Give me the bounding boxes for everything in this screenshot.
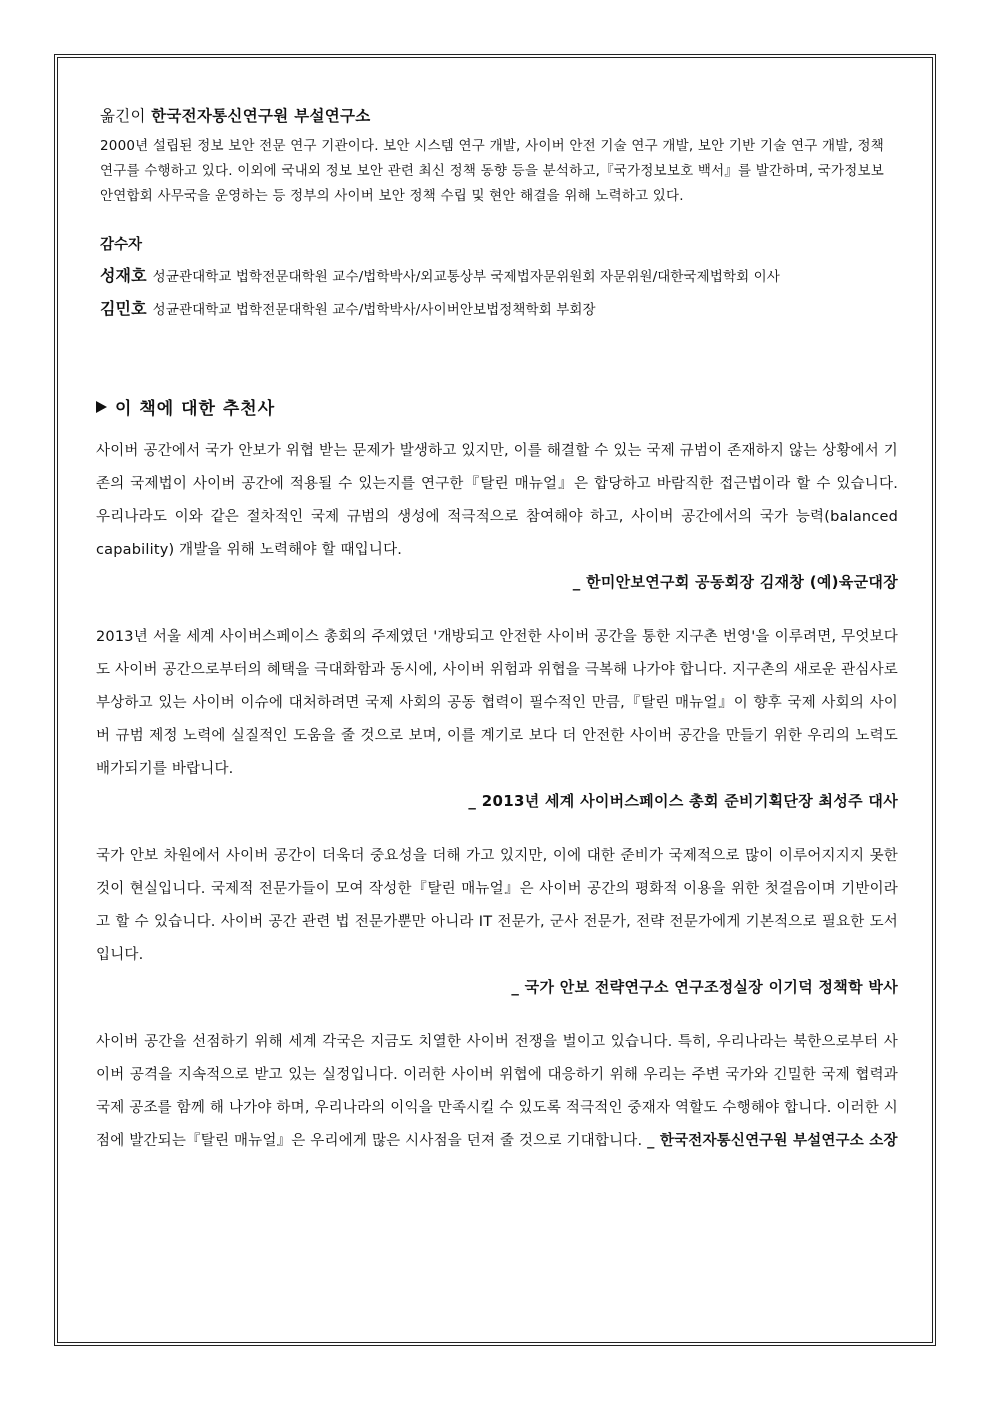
reviewers-title: 감수자 bbox=[100, 237, 143, 253]
recommendation-text: 사이버 공간을 선점하기 위해 세계 각국은 지금도 치열한 사이버 전쟁을 벌이고 있습니다. 특히, 우리나라는 북한으로부터 사이버 공격을 지속적으로 받고 있는 실정입니다. 이러한 사이버 위협에 대응하기 위해 우리는 주변 국가와 긴밀한 국제 협력과 국제 공조를 함께 해 나가야 하며, 우리나라의 이익을 만족시킬 수 있도록 적극적인 중재자 역할도 수행해야 합니다. 이러한 시점에 발간되는『탈린 매뉴얼』은 우리에게 많은 시사점을 던져 줄 것으로 기대합니다. bbox=[96, 1034, 898, 1149]
recommendation-author: _ 2013년 세계 사이버스페이스 총회 준비기획단장 최성주 대사 bbox=[468, 792, 898, 810]
recommendation-text: 국가 안보 차원에서 사이버 공간이 더욱더 중요성을 더해 가고 있지만, 이에 대한 준비가 국제적으로 많이 이루어지지지 못한 것이 현실입니다. 국제적 전문가들이 모여 작성한『탈린 매뉴얼』은 사이버 공간의 평화적 이용을 위한 첫걸음이며 기반이라고 할 수 있습니다. 사이버 공간 관련 법 전문가뿐만 아니라 IT 전문가, 군사 전문가, 전략 전문가에게 기본적으로 필요한 도서입니다. bbox=[96, 848, 898, 963]
page-content bbox=[96, 104, 898, 1158]
translator-name: 한국전자통신연구원 부설연구소 bbox=[151, 107, 371, 125]
recommendation-text: 사이버 공간에서 국가 안보가 위협 받는 문제가 발생하고 있지만, 이를 해결할 수 있는 국제 규범이 존재하지 않는 상황에서 기존의 국제법이 사이버 공간에 적용될 수 있는지를 연구한『탈린 매뉴얼』은 합당하고 바람직한 접근법이라 할 수 있습니다. 우리나라도 이와 같은 절차적인 국제 규범의 생성에 적극적으로 참여해야 하고, 사이버 공간에서의 국가 능력(balanced capability) 개발을 위해 노력해야 할 때입니다. bbox=[96, 443, 898, 558]
translator-line bbox=[100, 104, 898, 126]
translator-description: 2000년 설립된 정보 보안 전문 연구 기관이다. 보안 시스템 연구 개발, 사이버 안전 기술 연구 개발, 보안 기반 기술 연구 개발, 정책 연구를 수행하고 있다. 이외에 국내외 정보 보안 관련 최신 정책 동향 등을 분석하고,『국가정보보호 백서』를 발간하며, 국가정보보안연합회 사무국을 운영하는 등 정부의 사이버 보안 정책 수립 및 현안 해결을 위해 노력하고 있다. bbox=[100, 138, 884, 204]
reviewer-name: 성재호 bbox=[100, 266, 147, 285]
recommendation-author: _ 한국전자통신연구원 부설연구소 소장 bbox=[647, 1133, 898, 1149]
reviewer-desc: 성균관대학교 법학전문대학원 교수/법학박사/사이버안보법정책학회 부회장 bbox=[152, 302, 596, 318]
reviewer-desc: 성균관대학교 법학전문대학원 교수/법학박사/외교통상부 국제법자문위원회 자문위원/대한국제법학회 이사 bbox=[152, 269, 780, 285]
reviewer-item bbox=[100, 264, 898, 289]
recommendation-author: _ 국가 안보 전략연구소 연구조정실장 이기덕 정책학 박사 bbox=[511, 978, 898, 996]
recommendation-item-last bbox=[96, 1026, 898, 1158]
triangle-bullet-icon bbox=[96, 401, 107, 413]
reviewer-item bbox=[100, 297, 898, 322]
recommendation-author: _ 한미안보연구회 공동회장 김재창 (예)육군대장 bbox=[572, 573, 898, 591]
translator-label: 옮긴이 bbox=[100, 107, 146, 125]
recommendations-heading bbox=[96, 394, 898, 419]
recommendations-heading-text: 이 책에 대한 추천사 bbox=[115, 399, 276, 419]
recommendation-text: 2013년 서울 세계 사이버스페이스 총회의 주제였던 '개방되고 안전한 사이버 공간을 통한 지구촌 번영'을 이루려면, 무엇보다도 사이버 공간으로부터의 혜택을 극대화함과 동시에, 사이버 위험과 위협을 극복해 나가야 합니다. 지구촌의 새로운 관심사로 부상하고 있는 사이버 이슈에 대처하려면 국제 사회의 공동 협력이 필수적인 만큼,『탈린 매뉴얼』이 향후 국제 사회의 사이버 규범 제정 노력에 실질적인 도움을 줄 것으로 보며, 이를 계기로 보다 더 안전한 사이버 공간을 만들기 위한 우리의 노력도 배가되기를 바랍니다. bbox=[96, 629, 898, 777]
reviewer-name: 김민호 bbox=[100, 299, 147, 318]
